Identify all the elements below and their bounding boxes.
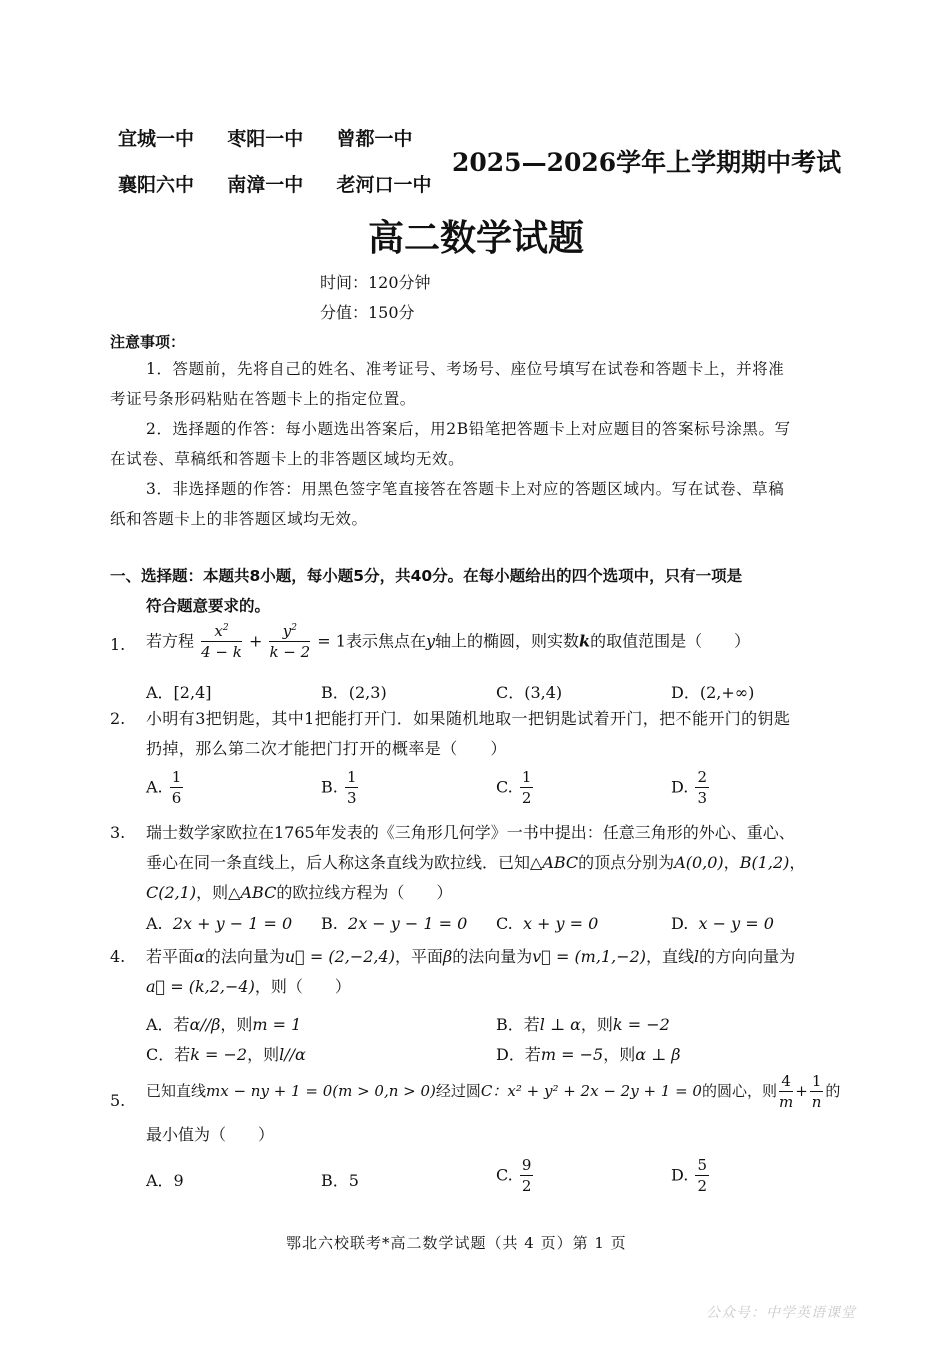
q1-text: 表示焦点在 (345, 631, 426, 651)
q5-line: 最小值为（ ） (146, 1125, 275, 1144)
question-3-number: 3. (110, 823, 126, 842)
option-equation: 2x − y − 1 = 0 (348, 914, 468, 933)
q3-option-d (671, 914, 774, 933)
option-label: D. (671, 777, 689, 797)
school-name: 南漳一中 (227, 174, 304, 196)
section-line: 一、选择题：本题共8小题，每小题5分，共40分。在每小题给出的四个选项中，只有一项是 (110, 567, 743, 585)
exam-time: 时间：120分钟 (320, 273, 431, 292)
math-var: y (425, 631, 436, 651)
question-2-stem (146, 704, 856, 764)
q5-option-d (671, 1158, 711, 1194)
q4-option-c: C．若k = −2，则l//α (146, 1045, 306, 1064)
page-footer: 鄂北六校联考*高二数学试题（共 4 页）第 1 页 (286, 1234, 627, 1252)
fraction: $\frac{x^2}{4 - k}$ (201, 622, 242, 661)
circle-equation: x² + y² + 2x − 2y + 1 = 0 (507, 1082, 702, 1100)
q4-line: 若平面α的法向量为u⃗ = (2,−2,4)，平面β的法向量为v⃗ = (m,1,−2)，直线l的方向向量为 (146, 947, 796, 966)
question-2-number: 2. (110, 709, 126, 728)
notice-line: 考证号条形码粘贴在答题卡上的指定位置。 (110, 390, 416, 408)
q3-line: 垂心在同一条直线上，后人称这条直线为欧拉线．已知△ABC的顶点分别为A(0,0)，B(1,2)， (146, 853, 806, 872)
school-name: 老河口一中 (336, 174, 432, 196)
question-4-number: 4. (110, 947, 126, 966)
fraction: $\frac{4}{m}$ (779, 1072, 794, 1111)
q2-option-c (496, 770, 535, 806)
math-var: k (579, 631, 591, 651)
q4-option-b: B．若l ⊥ α，则k = −2 (496, 1015, 670, 1034)
line-equation: mx − ny + 1 = 0(m > 0,n > 0) (206, 1082, 436, 1100)
fraction: $\frac{1}{n}$ (811, 1072, 822, 1111)
q1-text: 若方程 (146, 631, 195, 651)
schools-row-2 (118, 170, 432, 197)
q2-option-d (671, 770, 711, 806)
q2-line: 小明有3把钥匙，其中1把能打开门．如果随机地取一把钥匙试着开门，把不能开门的钥匙 (146, 709, 791, 728)
watermark: 公众号：中学英语课堂 (706, 1305, 856, 1321)
q1-option-d: D．(2,+∞) (671, 683, 755, 702)
option-label: D. (671, 1165, 689, 1185)
page-title: 高二数学试题 (368, 218, 585, 259)
q3-option-b (321, 914, 467, 933)
notice-line: 2．选择题的作答：每小题选出答案后，用2B铅笔把答题卡上对应题目的答案标号涂黑。写 (146, 420, 791, 438)
option-label: C. (496, 777, 513, 797)
option-label: C. (496, 1165, 513, 1185)
q1-option-a: A．[2,4] (146, 683, 212, 702)
option-label: C. (496, 914, 513, 933)
notice-block (110, 354, 850, 534)
q1-text: 的取值范围是（ ） (590, 631, 751, 651)
q3-option-a (146, 914, 292, 933)
fraction: $\frac{y^2}{k - 2}$ (269, 622, 311, 661)
q2-line: 扔掉，那么第二次才能把门打开的概率是（ ） (146, 739, 507, 758)
option-equation: 2x + y − 1 = 0 (172, 914, 293, 933)
notice-heading: 注意事项： (110, 333, 186, 351)
section-heading (110, 561, 850, 621)
fraction: $\frac{5}{2}$ (697, 1156, 707, 1195)
option-label: B. (321, 777, 338, 797)
q5-option-b: B．5 (321, 1171, 359, 1190)
fraction: $\frac{1}{6}$ (171, 768, 182, 807)
question-1-number: 1. (110, 635, 126, 654)
fraction: $\frac{9}{2}$ (521, 1156, 532, 1195)
question-5-stem: 已知直线mx − ny + 1 = 0(m > 0,n > 0)经过圆C：x² + y² + 2x − 2y + 1 = 0的圆心，则 $\frac{4}{m}$ + $\frac{1}{n}$ 的 (146, 1072, 841, 1111)
school-name: 襄阳六中 (118, 174, 195, 196)
option-label: A. (146, 777, 163, 797)
school-name: 宜城一中 (118, 128, 195, 150)
notice-line: 在试卷、草稿纸和答题卡上的非答题区域均无效。 (110, 450, 465, 468)
q4-option-d: D．若m = −5，则α ⊥ β (496, 1045, 681, 1064)
fraction: $\frac{1}{2}$ (521, 768, 532, 807)
option-equation: x + y = 0 (522, 914, 599, 933)
exam-score: 分值：150分 (320, 303, 415, 322)
q5-option-a: A．9 (146, 1171, 184, 1190)
question-1-stem: 若方程 $\frac{x^2}{4 - k}$ + $\frac{y^2}{k - 2}$ = 1表示焦点在y轴上的椭圆，则实数k的取值范围是（ ） (146, 622, 751, 661)
q4-line: a⃗ = (k,2,−4)，则（ ） (146, 977, 351, 996)
q2-option-b (321, 770, 360, 806)
fraction: $\frac{1}{3}$ (346, 768, 357, 807)
q3-option-c (496, 914, 598, 933)
notice-line: 3．非选择题的作答：用黑色签字笔直接答在答题卡上对应的答题区域内。写在试卷、草稿 (146, 480, 785, 498)
option-label: A. (146, 914, 163, 933)
option-equation: x − y = 0 (698, 914, 774, 933)
school-name: 枣阳一中 (227, 128, 304, 150)
q5-option-c (496, 1158, 535, 1194)
school-name: 曾都一中 (336, 128, 413, 150)
q3-line: 瑞士数学家欧拉在1765年发表的《三角形几何学》一书中提出：任意三角形的外心、重心、 (146, 823, 795, 842)
q3-line: C(2,1)，则△ABC的欧拉线方程为（ ） (146, 883, 453, 902)
fraction: $\frac{2}{3}$ (697, 768, 707, 807)
question-5-number: 5. (110, 1091, 126, 1110)
section-line: 符合题意要求的。 (146, 597, 271, 615)
notice-line: 纸和答题卡上的非答题区域均无效。 (110, 510, 368, 528)
question-4-stem (146, 942, 856, 1002)
schools-row-1 (118, 124, 413, 151)
q1-option-b: B．(2,3) (321, 683, 387, 702)
q1-option-c: C．(3,4) (496, 683, 563, 702)
question-3-stem (146, 818, 856, 908)
q2-option-a (146, 770, 185, 806)
q1-text: 轴上的椭圆，则实数 (435, 631, 580, 651)
q4-option-a: A．若α//β，则m = 1 (146, 1015, 302, 1034)
option-label: B. (321, 914, 338, 933)
exam-title: 2025—2026学年上学期期中考试 (452, 148, 842, 177)
option-label: D. (671, 914, 689, 933)
notice-line: 1．答题前，先将自己的姓名、准考证号、考场号、座位号填写在试卷和答题卡上，并将准 (146, 360, 785, 378)
